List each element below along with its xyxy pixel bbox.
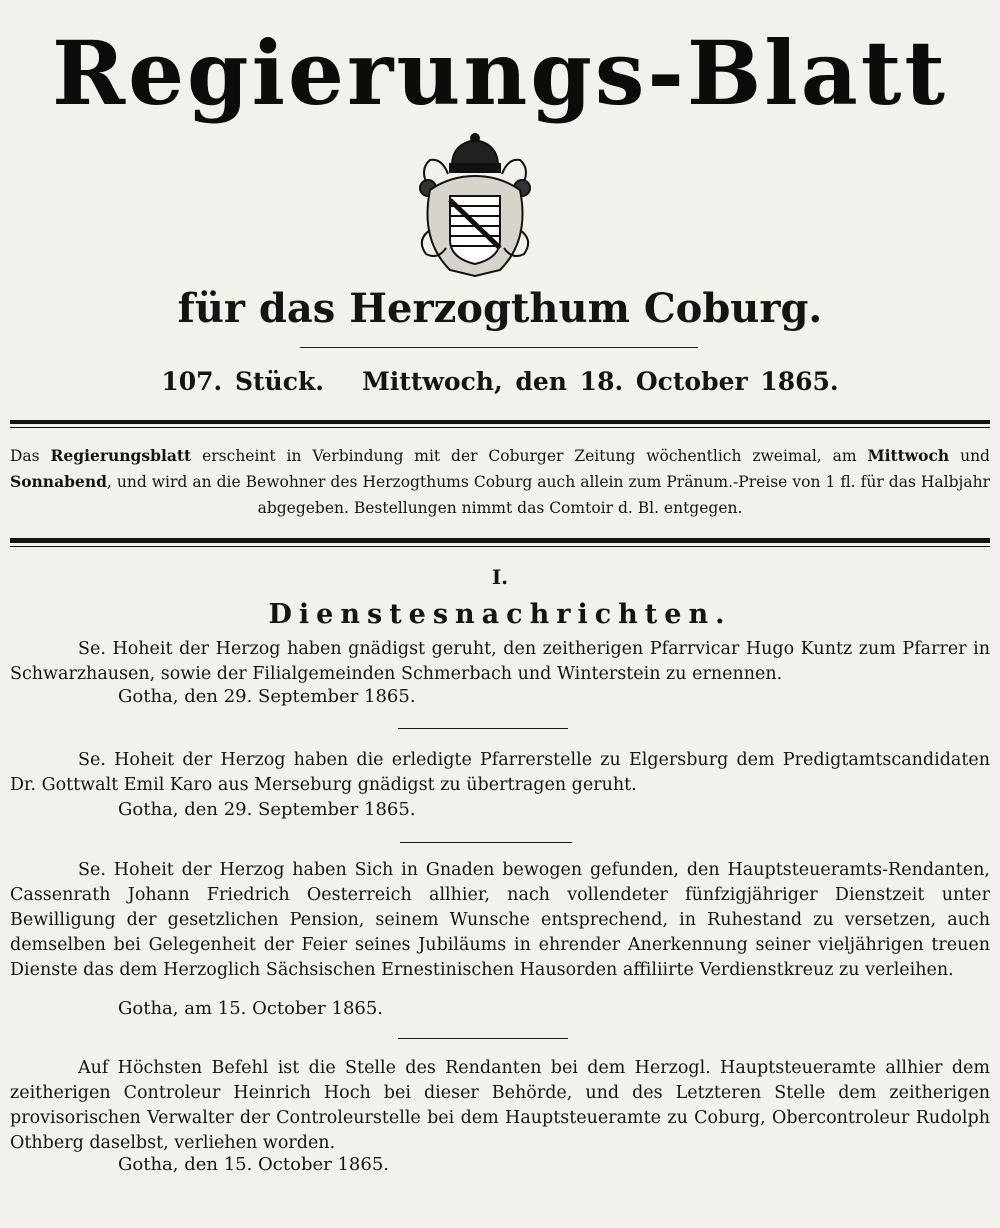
entry-text: Se. Hoheit der Herzog haben Sich in Gnaden bewogen gefunden, den Hauptsteueramts-Rendanten, Cassenrath Johann Friedrich Oesterreich allhier, nach vollendeter fünfzigjähriger Dienstzeit unter Bewilligung der gesetzlichen Pension, seinem Wunsche entsprechend, in Ruhestand zu versetzen, auch demselben bei Gelegenheit der Feier seines Jubiläums in ehrender Anerkennung seiner vieljährigen treuen Dienste das dem Herzoglich Sächsischen Ernestinischen Hausorden affiliirte Verdienstkreuz zu verleihen. bbox=[10, 860, 990, 980]
section-number: I. bbox=[491, 565, 509, 589]
header-rule-thick bbox=[10, 420, 990, 424]
entry-text: Se. Hoheit der Herzog haben gnädigst geruht, den zeitherigen Pfarrvicar Hugo Kuntz zum Pfarrer in Schwarzhausen, sowie der Filialgemeinden Schmerbach und Winterstein zu ernennen. bbox=[10, 639, 990, 684]
notice-text: und bbox=[949, 447, 990, 465]
issue-number: 107. Stück. bbox=[161, 367, 324, 396]
entry-divider bbox=[398, 728, 568, 729]
notice-text: erscheint in Verbindung mit der Coburger Zeitung wöchentlich zweimal, am bbox=[191, 447, 868, 465]
notice-rule-thin bbox=[10, 546, 990, 547]
entry-text: Auf Höchsten Befehl ist die Stelle des Rendanten bei dem Herzogl. Hauptsteueramte allhier dem zeitherigen Controleur Heinrich Hoch bei dieser Behörde, und des Letzteren Stelle dem zeitherigen provisorischen Verwalter der Controleurstelle bei dem Hauptsteueramte zu Coburg, Obercontroleur Rudolph Othberg daselbst, verliehen worden. bbox=[10, 1058, 990, 1153]
gazette-subtitle: für das Herzogthum Coburg. bbox=[177, 285, 823, 332]
coat-of-arms-icon bbox=[400, 130, 550, 280]
entry-signature: Gotha, den 15. October 1865. bbox=[118, 1154, 389, 1175]
notice-bold: Sonnabend bbox=[10, 472, 107, 491]
section-title: Dienstesnachrichten. bbox=[268, 599, 732, 630]
entry-signature: Gotha, den 29. September 1865. bbox=[118, 799, 416, 820]
masthead-title: Regierungs-Blatt bbox=[51, 21, 949, 125]
notice-text: Das bbox=[10, 447, 51, 465]
entry-text: Se. Hoheit der Herzog haben die erledigte Pfarrerstelle zu Elgersburg dem Predigtamtscandidaten Dr. Gottwalt Emil Karo aus Merseburg gnädigst zu übertragen geruht. bbox=[10, 750, 990, 795]
notice-bold: Regierungsblatt bbox=[50, 446, 192, 465]
issue-weekday: Mittwoch, bbox=[362, 367, 503, 396]
notice-text: , und wird an die Bewohner des Herzogthums Coburg auch allein zum Pränum.-Preise von 1 fl. für das Halbjahr abgegeben. Bestellungen nimmt das Comtoir d. Bl. entgegen. bbox=[106, 473, 990, 517]
entry-divider bbox=[400, 842, 572, 843]
entry-signature: Gotha, den 29. September 1865. bbox=[118, 686, 416, 707]
notice-rule-thick bbox=[10, 538, 990, 543]
issue-line bbox=[0, 364, 1000, 400]
entry-divider bbox=[398, 1038, 568, 1039]
issue-date: den 18. October 1865. bbox=[515, 367, 839, 396]
subtitle-rule bbox=[300, 347, 698, 348]
subscription-notice bbox=[10, 443, 990, 521]
entry-signature: Gotha, am 15. October 1865. bbox=[118, 998, 384, 1019]
notice-bold: Mittwoch bbox=[867, 446, 950, 465]
header-rule-thin bbox=[10, 427, 990, 428]
